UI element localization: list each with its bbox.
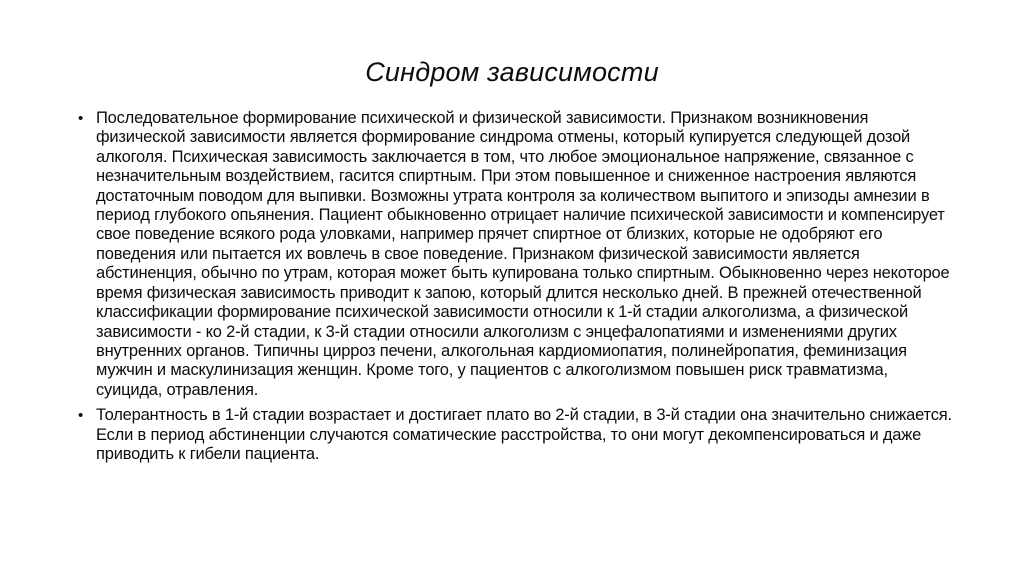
slide-body [78,109,954,464]
bullet-point-2 [78,406,954,464]
slide-title: Синдром зависимости [365,57,659,87]
bullet-marker-icon: • [78,110,84,128]
bullet-point-1 [78,109,954,400]
bullet-point-2-text: Толерантность в 1-й стадии возрастает и достигает плато во 2-й стадии, в 3-й стадии она значительно снижается. Если в период абстиненции случаются соматические расстройства, то они могут декомпенсироваться и даже приводить к гибели пациента. [96,406,952,463]
bullet-marker-icon: • [78,407,84,425]
bullet-point-1-text: Последовательное формирование психической и физической зависимости. Признаком возникновения физической зависимости является формирование синдрома отмены, который купируется следующей дозой алкоголя. Психическая зависимость заключается в том, что любое эмоциональное напряжение, связанное с незначительным воздействием, гасится спиртным. При этом повышенное и сниженное настроения являются достаточным поводом для выпивки. Возможны утрата контроля за количеством выпитого и эпизоды амнезии в период глубокого опьянения. Пациент обыкновенно отрицает наличие психической зависимости и компенсирует свое поведение всякого рода уловками, например прячет спиртное от близких, которые не одобряют его поведения или пытается их вовлечь в свое поведение. Признаком физической зависимости является абстиненция, обычно по утрам, которая может быть купирована только спиртным. Обыкновенно через некоторое время физическая зависимость приводит к запою, который длится несколько дней. В прежней отечественной классификации формирование психической зависимости относили к 1-й стадии алкоголизма, а физической зависимости - ко 2-й стадии, к 3-й стадии относили алкоголизм с энцефалопатиями и изменениями других внутренних органов. Типичны цирроз печени, алкогольная кардиомиопатия, полинейропатия, феминизация мужчин и маскулинизация женщин. Кроме того, у пациентов с алкоголизмом повышен риск травматизма, суицида, отравления. [96,109,950,399]
